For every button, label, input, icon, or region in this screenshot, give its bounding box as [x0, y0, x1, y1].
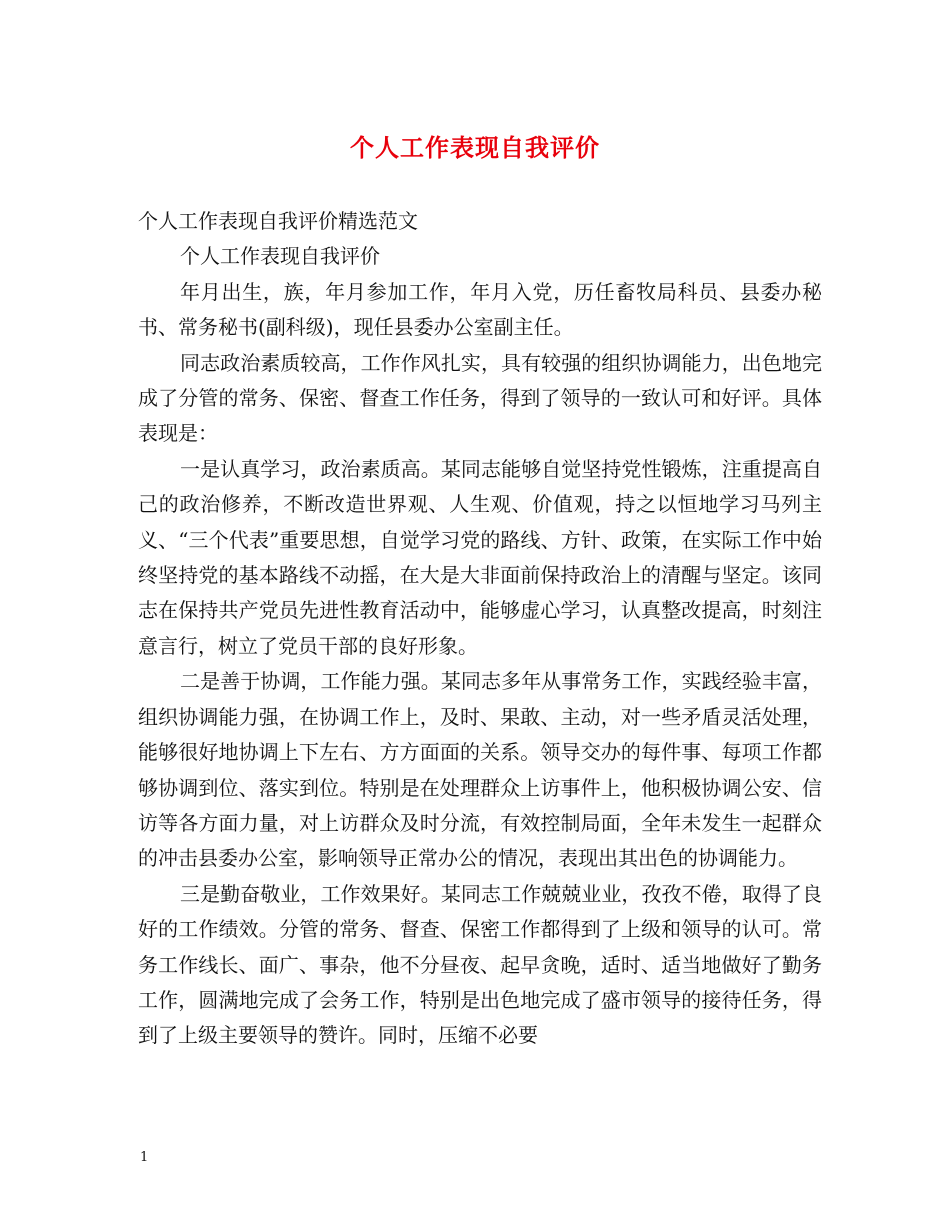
- paragraph-overview: 同志政治素质较高，工作作风扎实，具有较强的组织协调能力，出色地完成了分管的常务、保密、督查工作任务，得到了领导的一致认可和好评。具体表现是：: [138, 350, 822, 446]
- document-heading: 个人工作表现自我评价: [180, 244, 380, 269]
- paragraph-study: 一是认真学习，政治素质高。某同志能够自觉坚持党性锻炼，注重提高自己的政治修养，不断改造世界观、人生观、价值观，持之以恒地学习马列主义、“三个代表”重要思想，自觉学习党的路线、方针、政策，在实际工作中始终坚持党的基本路线不动摇，在大是大非面前保持政治上的清醒与坚定。该同志在保持共产党员先进性教育活动中，能够虚心学习，认真整改提高，时刻注意言行，树立了党员干部的良好形象。: [138, 456, 822, 658]
- document-subtitle: 个人工作表现自我评价精选范文: [138, 209, 418, 233]
- document-title: 个人工作表现自我评价: [350, 133, 600, 162]
- paragraph-coordination: 二是善于协调，工作能力强。某同志多年从事常务工作，实践经验丰富，组织协调能力强，在协调工作上，及时、果敢、主动，对一些矛盾灵活处理，能够很好地协调上下左右、方方面面的关系。领导交办的每件事、每项工作都够协调到位、落实到位。特别是在处理群众上访事件上，他积极协调公安、信访等各方面力量，对上访群众及时分流，有效控制局面，全年未发生一起群众的冲击县委办公室，影响领导正常办公的情况，表现出其出色的协调能力。: [138, 669, 822, 871]
- page-number: 1: [140, 1150, 149, 1165]
- document-body: [138, 204, 822, 1054]
- paragraph-personal-info: 年月出生，族，年月参加工作，年月入党，历任畜牧局科员、县委办秘书、常务秘书(副科级)，现任县委办公室副主任。: [138, 279, 822, 340]
- paragraph-dedication: 三是勤奋敬业，工作效果好。某同志工作兢兢业业，孜孜不倦，取得了良好的工作绩效。分管的常务、督查、保密工作都得到了上级和领导的认可。常务工作线长、面广、事杂，他不分昼夜、起早贪晚，适时、适当地做好了勤务工作，圆满地完成了会务工作，特别是出色地完成了盛市领导的接待任务，得到了上级主要领导的赞许。同时，压缩不必要: [138, 881, 822, 1048]
